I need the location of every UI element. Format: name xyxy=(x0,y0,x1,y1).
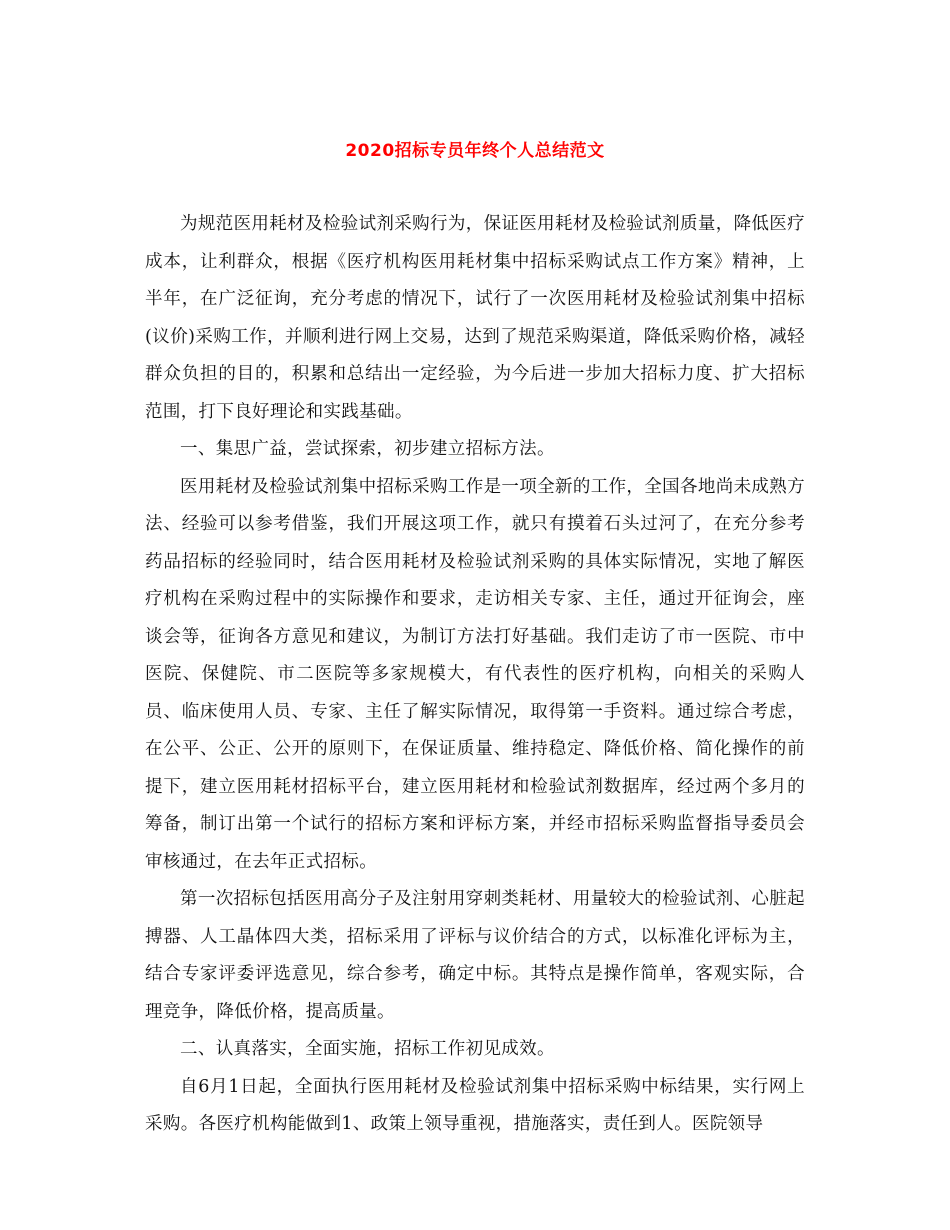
paragraph-section-1: 医用耗材及检验试剂集中招标采购工作是一项全新的工作，全国各地尚未成熟方法、经验可以参考借鉴，我们开展这项工作，就只有摸着石头过河了，在充分参考药品招标的经验同时，结合医用耗材及检验试剂采购的具体实际情况，实地了解医疗机构在采购过程中的实际操作和要求，走访相关专家、主任，通过开征询会，座谈会等，征询各方意见和建议，为制订方法打好基础。我们走访了市一医院、市中医院、保健院、市二医院等多家规模大，有代表性的医疗机构，向相关的采购人员、临床使用人员、专家、主任了解实际情况，取得第一手资料。通过综合考虑，在公平、公正、公开的原则下，在保证质量、维持稳定、降低价格、简化操作的前提下，建立医用耗材招标平台，建立医用耗材和检验试剂数据库，经过两个多月的筹备，制订出第一个试行的招标方案和评标方案，并经市招标采购监督指导委员会审核通过，在去年正式招标。 xyxy=(145,476,805,872)
document-title: 2020招标专员年终个人总结范文 xyxy=(345,141,605,161)
document-body xyxy=(145,206,805,1144)
section-heading-2: 二、认真落实，全面实施，招标工作初见成效。 xyxy=(180,1039,555,1059)
paragraph-intro: 为规范医用耗材及检验试剂采购行为，保证医用耗材及检验试剂质量，降低医疗成本，让利群众，根据《医疗机构医用耗材集中招标采购试点工作方案》精神，上半年，在广泛征询，充分考虑的情况下，试行了一次医用耗材及检验试剂集中招标(议价)采购工作，并顺利进行网上交易，达到了规范采购渠道，降低采购价格，减轻群众负担的目的，积累和总结出一定经验，为今后进一步加大招标力度、扩大招标范围，打下良好理论和实践基础。 xyxy=(145,214,805,422)
paragraph-first-tender: 第一次招标包括医用高分子及注射用穿刺类耗材、用量较大的检验试剂、心脏起搏器、人工晶体四大类，招标采用了评标与议价结合的方式，以标准化评标为主，结合专家评委评选意见，综合参考，确定中标。其特点是操作简单，客观实际，合理竞争，降低价格，提高质量。 xyxy=(145,889,805,1022)
paragraph-section-2: 自6月1日起，全面执行医用耗材及检验试剂集中招标采购中标结果，实行网上采购。各医疗机构能做到1、政策上领导重视，措施落实，责任到人。医院领导 xyxy=(145,1076,805,1134)
section-heading-1: 一、集思广益，尝试探索，初步建立招标方法。 xyxy=(180,439,555,459)
